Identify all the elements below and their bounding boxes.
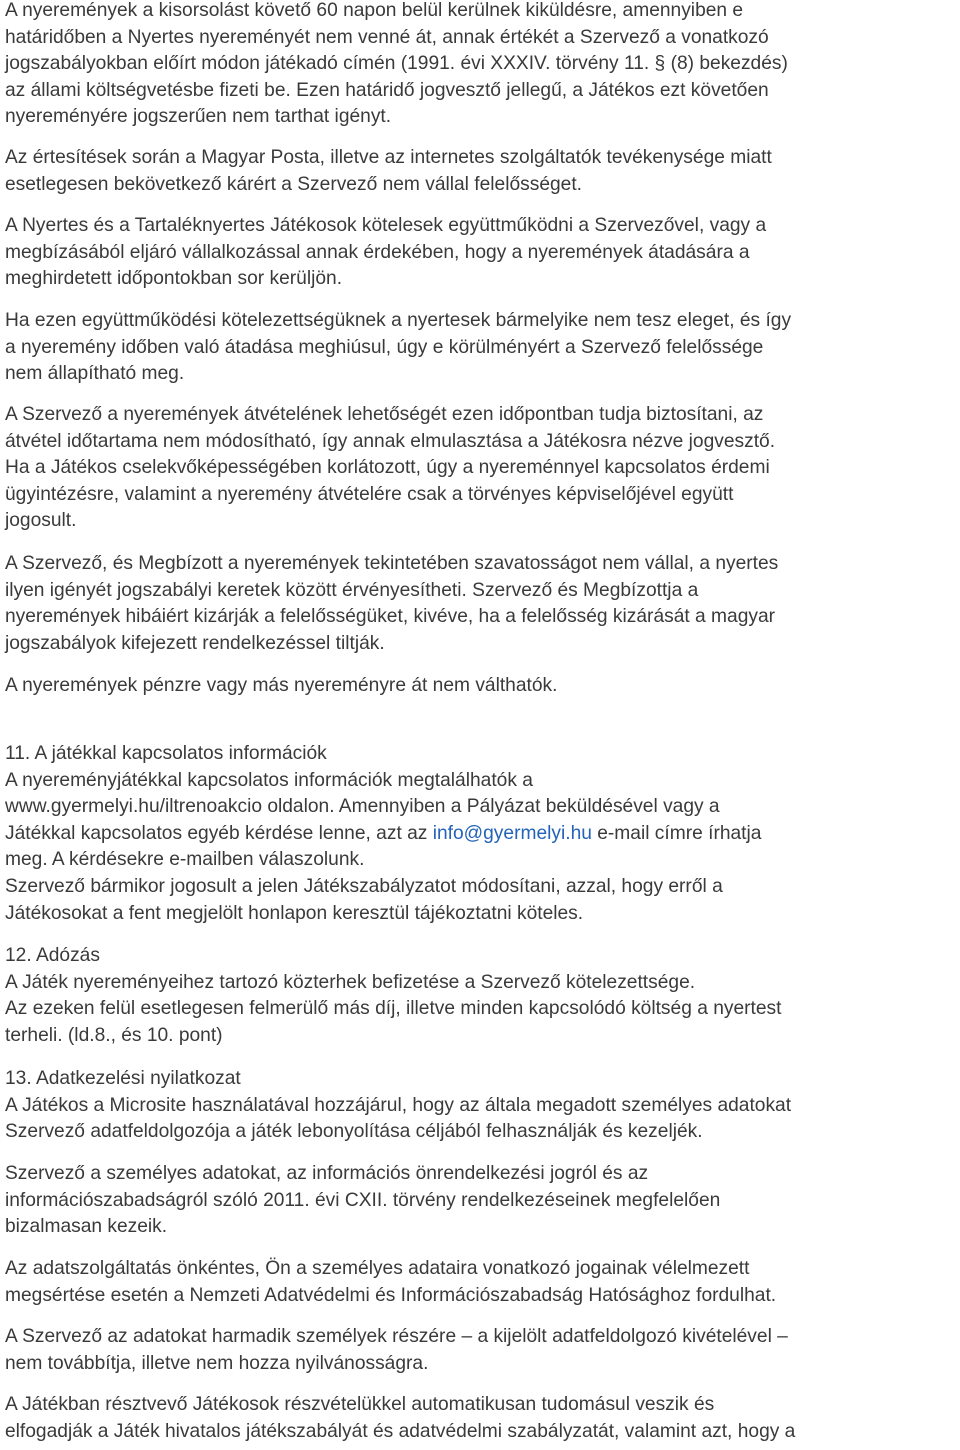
section-13-data-protection — [5, 1066, 957, 1146]
text-line: A nyereményjátékkal kapcsolatos információk megtalálhatók a — [5, 769, 533, 791]
text-line: A Szervező, és Megbízott a nyeremények tekintetében szavatosságot nem vállal, a nyertes — [5, 553, 779, 574]
section-12-taxation — [5, 943, 957, 1049]
text-line: terheli. (ld.8., és 10. pont) — [5, 1024, 223, 1046]
paragraph-cooperation — [5, 213, 957, 293]
text-line: nem állapítható meg. — [5, 363, 185, 385]
text-line: Szervező a személyes adatokat, az információs önrendelkezési jogról és az — [5, 1163, 649, 1184]
text-line: A Játék nyereményeihez tartozó közterhek befizetése a Szervező kötelezettsége. — [5, 971, 696, 993]
text-line: meg. A kérdésekre e-mailben válaszolunk. — [5, 849, 365, 871]
paragraph-prize-collection — [5, 402, 957, 535]
text-line: esetlegesen bekövetkező kárért a Szervező nem vállal felelősséget. — [5, 173, 583, 195]
text-line: az állami költségvetésbe fizeti be. Ezen határidő jogvesztő jellegű, a Játékos ezt követően — [5, 79, 769, 101]
text-line: Játékosokat a fent megjelölt honlapon keresztül tájékoztatni köteles. — [5, 902, 584, 924]
text-line: Az ezeken felül esetlegesen felmerülő más díj, illetve minden kapcsolódó költség a nyertest — [5, 998, 782, 1020]
text-line: Szervező bármikor jogosult a jelen Játékszabályzatot módosítani, azzal, hogy erről a — [5, 875, 723, 897]
text-line: meghirdetett időpontokban sor kerüljön. — [5, 268, 343, 290]
text-line: ügyintézésre, valamint a nyeremény átvételére csak a törvényes képviselőjével együtt — [5, 483, 734, 505]
text-line: nem továbbítja, illetve nem hozza nyilvánosságra. — [5, 1352, 429, 1374]
text-line: A Nyertes és a Tartaléknyertes Játékosok kötelesek együttműködni a Szervezővel, vagy a — [5, 215, 767, 236]
section-11-information — [5, 741, 957, 927]
text-line: információszabadságról szóló 2011. évi CXII. törvény rendelkezéseinek megfelelően — [5, 1189, 721, 1211]
section-heading: 13. Adatkezelési nyilatkozat — [5, 1068, 241, 1089]
text-line: A Játékos a Microsite használatával hozzájárul, hogy az általa megadott személyes adatokat — [5, 1094, 792, 1116]
text-line: Ha a Játékos cselekvőképességében korlátozott, úgy a nyereménnyel kapcsolatos érdemi — [5, 457, 770, 479]
paragraph-notification-liability — [5, 145, 957, 198]
text-line: Szervező adatfeldolgozója a játék lebonyolítása céljából felhasználják és kezeljék. — [5, 1121, 703, 1143]
paragraph-prize-deadline — [5, 0, 957, 131]
text-line: megbízásából eljáró vállalkozással annak érdekében, hogy a nyeremények átadására a — [5, 241, 750, 263]
paragraph-third-parties — [5, 1324, 957, 1377]
text-segment: Játékkal kapcsolatos egyéb kérdése lenne, azt az — [5, 822, 433, 844]
text-line: határidőben a Nyertes nyereményét nem venné át, annak értékét a Szervező a vonatkozó — [5, 26, 769, 48]
text-line: átvétel időtartama nem módosítható, így annak elmulasztása a Játékosra nézve jogvesztő. — [5, 430, 776, 452]
section-heading: 12. Adózás — [5, 945, 100, 966]
paragraph-voluntary-data — [5, 1256, 957, 1309]
text-line: ilyen igényét jogszabályi keretek között érvényesítheti. Szervező és Megbízottja a — [5, 579, 699, 601]
text-line: nyeremények hibáiért kizárják a felelősségüket, kivéve, ha a felelősség kizárását a magyar — [5, 606, 776, 628]
paragraph-acceptance — [5, 1392, 957, 1445]
text-line: A Játékban résztvevő Játékosok részvételükkel automatikusan tudomásul veszik és — [5, 1394, 715, 1415]
paragraph-warranty — [5, 551, 957, 657]
text-line: elfogadják a Játék hivatalos játékszabályát és adatvédelmi szabályzatát, valamint azt, hogy a — [5, 1420, 796, 1442]
text-line: nyereményére jogszerűen nem tarthat igényt. — [5, 106, 392, 128]
text-line: A Szervező az adatokat harmadik személyek részére – a kijelölt adatfeldolgozó kivételével – — [5, 1326, 788, 1347]
paragraph-no-cash — [5, 673, 957, 700]
text-line: a nyeremény időben való átadása meghiúsul, úgy e körülményért a Szervező felelőssége — [5, 336, 764, 358]
text-line: Az adatszolgáltatás önkéntes, Ön a személyes adataira vonatkozó jogainak vélelmezett — [5, 1258, 750, 1279]
email-link[interactable]: info@gyermelyi.hu — [432, 822, 592, 844]
text-line: A nyeremények pénzre vagy más nyereményre át nem válthatók. — [5, 675, 558, 696]
text-line: Ha ezen együttműködési kötelezettségüknek a nyertesek bármelyike nem tesz eleget, és így — [5, 310, 792, 331]
text-line: megsértése esetén a Nemzeti Adatvédelmi és Információszabadság Hatósághoz fordulhat. — [5, 1284, 777, 1306]
text-line: A nyeremények a kisorsolást követő 60 napon belül kerülnek kiküldésre, amennyiben e — [5, 0, 744, 21]
text-line-with-email — [5, 821, 957, 848]
text-line: www.gyermelyi.hu/iltrenoakcio oldalon. Amennyiben a Pályázat beküldésével vagy a — [5, 796, 720, 818]
text-line: jogosult. — [5, 510, 77, 532]
text-segment: e-mail címre írhatja — [591, 822, 762, 844]
text-line: jogszabályok kifejezett rendelkezéssel tiltják. — [5, 632, 385, 654]
text-line: bizalmasan kezeik. — [5, 1216, 168, 1238]
paragraph-failed-handover — [5, 308, 957, 388]
text-line: A Szervező a nyeremények átvételének lehetőségét ezen időpontban tudja biztosítani, az — [5, 404, 764, 425]
text-line: Az értesítések során a Magyar Posta, illetve az internetes szolgáltatók tevékenysége miatt — [5, 147, 772, 168]
text-line: jogszabályokban előírt módon játékadó címén (1991. évi XXXIV. törvény 11. § (8) bekezdés) — [5, 53, 788, 75]
paragraph-confidential-handling — [5, 1161, 957, 1241]
section-heading: 11. A játékkal kapcsolatos információk — [5, 743, 327, 764]
